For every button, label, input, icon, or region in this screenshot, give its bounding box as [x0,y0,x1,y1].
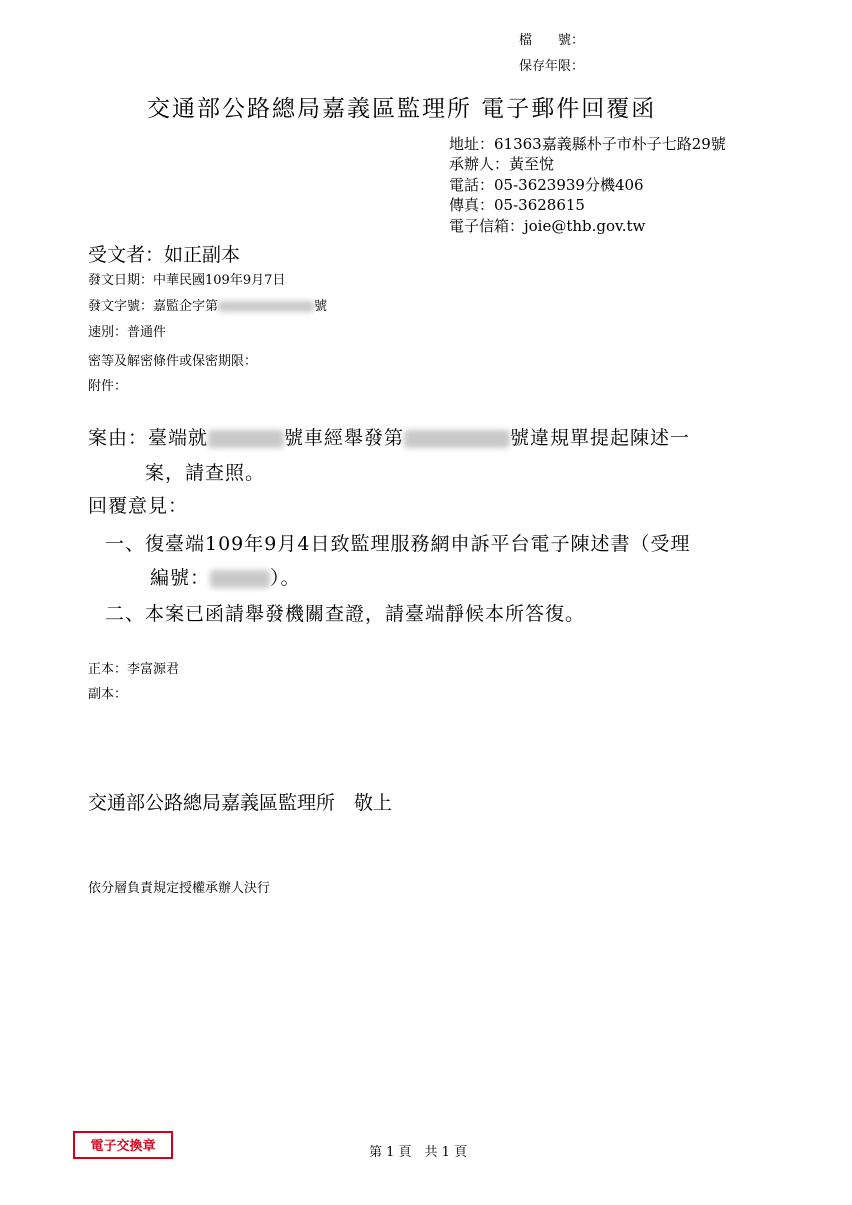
original-recipient: 正本：李富源君 [88,662,180,677]
redacted-block [404,430,510,447]
contact-handler: 承辦人：黃至悅 [449,155,555,173]
attachment: 附件： [88,379,128,394]
subject-text-a: 臺端就 [148,427,209,449]
contact-email: 電子信箱：joie@thb.gov.tw [449,217,646,235]
document-number [88,295,327,314]
contact-address: 地址：61363嘉義縣朴子市朴子七路29號 [449,135,726,153]
redacted-block [218,301,314,313]
electronic-exchange-stamp: 電子交換章 [73,1131,173,1159]
document-number-prefix: 發文字號：嘉監企字第 [88,299,219,314]
reply-item-1-continuation [150,563,301,590]
authorization-note: 依分層負責規定授權承辦人決行 [88,881,271,896]
subject-line [88,423,690,450]
issue-date: 發文日期：中華民國109年9月7日 [88,273,286,288]
contact-phone: 電話：05-3623939分機406 [449,176,644,194]
subject-continuation: 案，請查照。 [145,462,266,484]
document-number-suffix: 號 [314,299,328,314]
delivery-speed: 速別：普通件 [88,325,167,340]
redacted-block [208,430,284,447]
reply-label: 回覆意見： [88,495,189,517]
subject-text-b: 號車經舉發第 [284,427,405,449]
signature: 交通部公路總局嘉義區監理所 敬上 [88,792,393,814]
receipt-number-suffix: ）。 [270,567,301,589]
recipient: 受文者：如正副本 [88,244,241,266]
page-title: 交通部公路總局嘉義區監理所 電子郵件回覆函 [147,96,657,122]
receipt-number-label: 編號： [150,567,211,589]
secrecy-level: 密等及解密條件或保密期限： [88,354,258,369]
subject-label: 案由： [88,427,149,449]
reply-item-2: 二、本案已函請舉發機關查證，請臺端靜候本所答復。 [105,603,586,625]
copy-recipient: 副本： [88,687,128,702]
retention-period-label: 保存年限： [519,59,585,74]
file-number-label: 檔 號： [519,33,585,48]
reply-item-1: 一、復臺端109年9月4日致監理服務網申訴平台電子陳述書（受理 [105,533,691,555]
subject-text-c: 號違規單提起陳述一 [510,427,691,449]
redacted-block [210,570,270,587]
page-number: 第 1 頁 共 1 頁 [369,1145,468,1160]
contact-fax: 傳真：05-3628615 [449,196,585,214]
